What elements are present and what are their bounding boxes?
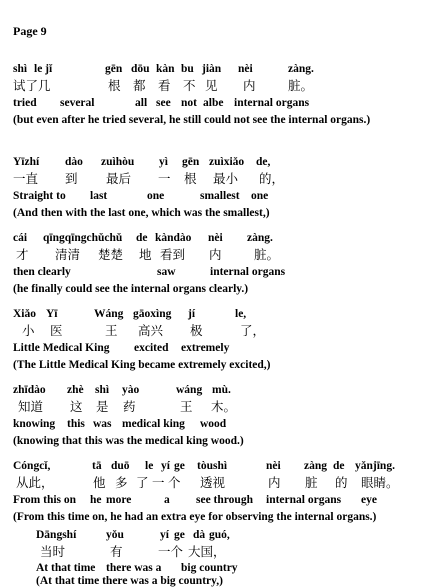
hanzi-word: 一个 xyxy=(158,544,184,559)
hanzi-word: 一 xyxy=(158,171,171,186)
gloss-word: tried xyxy=(13,97,37,109)
hanzi-word: 药 xyxy=(123,399,136,414)
gloss-word: internal organs xyxy=(266,494,342,506)
hanzi-word: 这 xyxy=(70,399,83,414)
pinyin-word: duō xyxy=(111,460,130,472)
pinyin-word: tòushì xyxy=(197,460,228,472)
pinyin-word: nèi xyxy=(238,63,253,75)
pinyin-word: guó, xyxy=(209,529,230,541)
pinyin-word: zàng. xyxy=(288,63,314,75)
hanzi-word: 楚楚 xyxy=(98,247,124,262)
pinyin-word: wáng xyxy=(176,384,203,396)
hanzi-word: 木。 xyxy=(211,399,237,414)
pinyin-word: yǒu xyxy=(106,529,124,541)
translation: (The Little Medical King became extremely excited,) xyxy=(13,359,271,371)
pinyin-word: kàn xyxy=(156,63,175,75)
hanzi-word: 都 xyxy=(133,78,146,93)
pinyin-word: zàng. xyxy=(247,232,273,244)
hanzi-word: 到 xyxy=(65,171,78,186)
gloss-word: this xyxy=(67,418,85,430)
pinyin-word: shì xyxy=(95,384,110,396)
pinyin-word: ge xyxy=(174,529,185,541)
pinyin-word: de, xyxy=(256,156,271,168)
pinyin-word: Yīzhí xyxy=(13,156,40,168)
translation: (knowing that this was the medical king wood.) xyxy=(13,435,244,447)
translation: (but even after he tried several, he still could not see the internal organs.) xyxy=(13,114,371,126)
hanzi-word: 王 xyxy=(105,323,118,338)
hanzi-word: 才 xyxy=(16,247,29,262)
pinyin-word: dào xyxy=(65,156,83,168)
pinyin-word: Wáng xyxy=(94,308,124,320)
gloss-word: there was a xyxy=(106,562,162,574)
gloss-word: one xyxy=(147,190,165,202)
pinyin-word: gāoxìng xyxy=(133,308,172,320)
pinyin-word: yǎnjīng. xyxy=(355,460,395,472)
hanzi-word: 是 xyxy=(96,399,109,414)
hanzi-word: 多 xyxy=(115,475,128,490)
gloss-word: internal organs xyxy=(210,266,286,278)
translation: (At that time there was a big country,) xyxy=(36,575,223,587)
pinyin-word: nèi xyxy=(208,232,223,244)
pinyin-word: de xyxy=(333,460,345,472)
gloss-word: he xyxy=(90,494,102,506)
gloss-word: albe xyxy=(203,97,224,109)
hanzi-word: 清清 xyxy=(55,247,81,262)
hanzi-word: 大国， xyxy=(188,544,226,559)
gloss-word: not xyxy=(181,97,197,109)
pinyin-word: yào xyxy=(122,384,140,396)
gloss-word: eye xyxy=(361,494,377,506)
pinyin-word: zuìxiǎo xyxy=(209,156,245,168)
hanzi-word: 内 xyxy=(209,247,222,262)
hanzi-word: 试了几 xyxy=(13,78,51,93)
pinyin-word: Xiǎo xyxy=(13,308,36,320)
pinyin-word: yì xyxy=(159,156,168,168)
hanzi-word: 从此， xyxy=(16,475,54,490)
hanzi-word: 医 xyxy=(50,323,63,338)
hanzi-word: 王 xyxy=(180,399,193,414)
hanzi-word: 看到 xyxy=(160,247,186,262)
hanzi-word: 根 xyxy=(184,171,197,186)
pinyin-word: zuìhòu xyxy=(101,156,135,168)
hanzi-word: 最小 xyxy=(213,171,239,186)
hanzi-word: 个 xyxy=(168,475,181,490)
hanzi-word: 内 xyxy=(268,475,281,490)
gloss-word: last xyxy=(90,190,108,202)
gloss-word: several xyxy=(60,97,95,109)
translation: (From this time on, he had an extra eye for observing the internal organs.) xyxy=(13,511,377,523)
gloss-word: wood xyxy=(200,418,227,430)
gloss-word: big country xyxy=(181,562,238,574)
hanzi-word: 不 xyxy=(183,78,196,93)
pinyin-word: yí xyxy=(160,529,169,541)
pinyin-word: gēn xyxy=(182,156,200,168)
hanzi-word: 了 xyxy=(136,475,149,490)
hanzi-word: 脏 xyxy=(305,475,318,490)
gloss-word: more xyxy=(106,494,132,506)
hanzi-word: 最后 xyxy=(106,171,132,186)
gloss-word: was xyxy=(93,418,112,430)
gloss-word: knowing xyxy=(13,418,56,430)
hanzi-word: 看 xyxy=(158,78,171,93)
pinyin-word: de xyxy=(136,232,148,244)
hanzi-word: 地 xyxy=(139,247,152,262)
hanzi-word: 知道 xyxy=(18,399,44,414)
pinyin-word: gēn xyxy=(105,63,123,75)
pinyin-word: cái xyxy=(13,232,28,244)
pinyin-word: bu xyxy=(181,63,194,75)
hanzi-word: 一 xyxy=(152,475,165,490)
gloss-word: one xyxy=(251,190,269,202)
translation: (And then with the last one, which was the smallest,) xyxy=(13,207,270,219)
gloss-word: all xyxy=(135,97,148,109)
hanzi-word: 眼睛。 xyxy=(361,475,399,490)
gloss-word: internal organs xyxy=(234,97,310,109)
pinyin-word: ge xyxy=(174,460,185,472)
gloss-word: saw xyxy=(157,266,176,278)
pinyin-word: dà xyxy=(193,529,206,541)
pinyin-word: le xyxy=(145,460,154,472)
hanzi-word: 了， xyxy=(240,323,266,338)
hanzi-word: 极 xyxy=(190,323,203,338)
hanzi-word: 的， xyxy=(259,171,285,186)
pinyin-word: yí xyxy=(161,460,170,472)
gloss-word: medical king xyxy=(122,418,185,430)
hanzi-word: 见 xyxy=(205,78,218,93)
hanzi-word: 透视 xyxy=(200,475,226,490)
gloss-word: Little Medical King xyxy=(13,342,110,354)
hanzi-word: 根 xyxy=(108,78,121,93)
hanzi-word: 内 xyxy=(243,78,256,93)
pinyin-word: le, xyxy=(235,308,247,320)
pinyin-word: Yī xyxy=(46,308,58,320)
gloss-word: a xyxy=(164,494,170,506)
hanzi-word: 一直 xyxy=(13,171,39,186)
pinyin-word: Dāngshí xyxy=(36,529,77,541)
hanzi-word: 脏。 xyxy=(254,247,280,262)
gloss-word: extremely xyxy=(181,342,230,354)
pinyin-word: le jǐ xyxy=(34,63,53,75)
hanzi-word: 的 xyxy=(335,475,348,490)
pinyin-word: zhīdào xyxy=(13,384,46,396)
pinyin-word: jiàn xyxy=(202,63,222,75)
gloss-word: see through xyxy=(196,494,253,506)
gloss-word: then clearly xyxy=(13,266,71,278)
pinyin-word: Cóngcǐ, xyxy=(13,460,51,472)
page-number: Page 9 xyxy=(13,24,47,38)
gloss-word: excited xyxy=(134,342,169,354)
pinyin-word: qīngqīngchǔchǔ xyxy=(43,232,123,244)
pinyin-word: tā xyxy=(92,460,102,472)
pinyin-word: dōu xyxy=(131,63,150,75)
hanzi-word: 有 xyxy=(110,544,123,559)
hanzi-word: 脏。 xyxy=(288,78,314,93)
translation: (he finally could see the internal organs clearly.) xyxy=(13,283,249,295)
pinyin-word: shì xyxy=(13,63,28,75)
pinyin-word: kàndào xyxy=(155,232,192,244)
hanzi-word: 小 xyxy=(22,323,35,338)
pinyin-word: zhè xyxy=(67,384,84,396)
pinyin-word: mù. xyxy=(212,384,231,396)
hanzi-word: 高兴 xyxy=(138,323,164,338)
pinyin-word: jí xyxy=(188,308,196,320)
gloss-word: see xyxy=(156,97,171,109)
hanzi-word: 他 xyxy=(93,475,106,490)
gloss-word: smallest xyxy=(200,190,240,202)
gloss-word: From this on xyxy=(13,494,77,506)
pinyin-word: zàng xyxy=(304,460,327,472)
gloss-word: At that time xyxy=(36,562,96,574)
pinyin-word: nèi xyxy=(266,460,281,472)
hanzi-word: 当时 xyxy=(40,544,66,559)
gloss-word: Straight to xyxy=(13,190,66,202)
